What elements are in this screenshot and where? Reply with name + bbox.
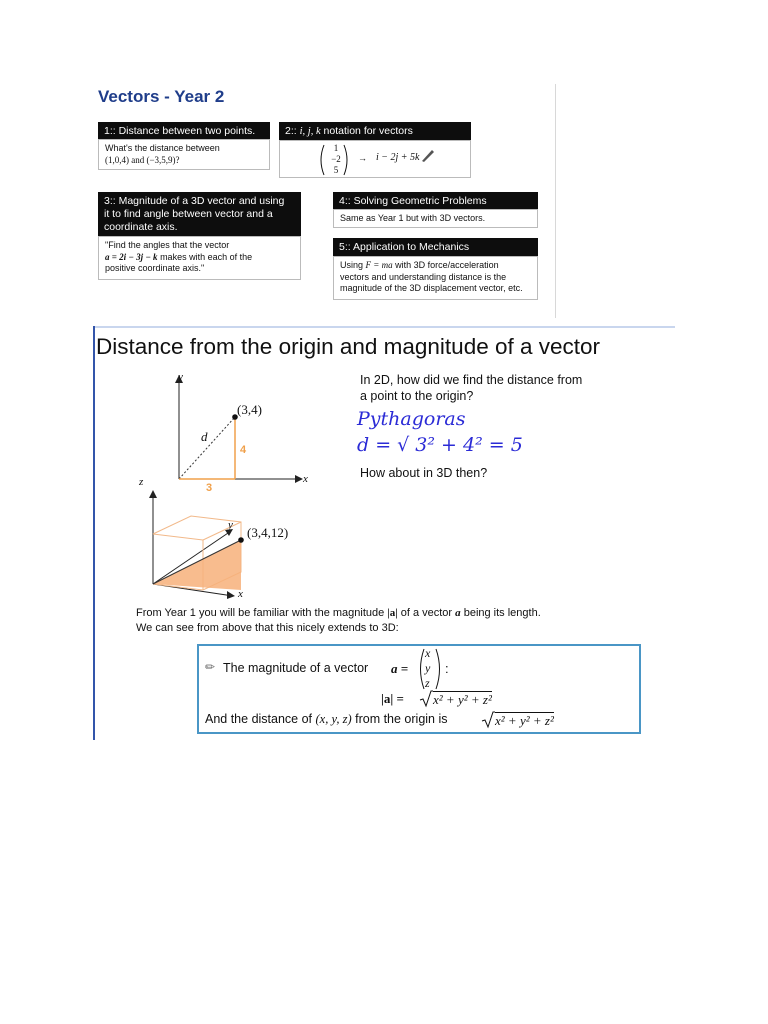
box2-header-rest: notation for vectors <box>323 125 413 137</box>
box2-arrow: → <box>358 153 367 163</box>
box-a-eq: a = <box>391 661 409 676</box>
line3-rhs: x² + y² + z² <box>495 713 554 728</box>
box2-col-top: 1 <box>333 143 339 153</box>
box-line1: The magnitude of a vector <box>223 661 369 675</box>
box3-body <box>98 236 301 280</box>
formula-lhs: |a| = <box>381 691 404 706</box>
box5-line2: vectors and understanding distance is the <box>340 271 507 282</box>
box1-header: 1:: Distance between two points. <box>98 122 270 139</box>
x-axis-3d-label: x <box>238 588 243 600</box>
box3-line2-rest: makes with each of the <box>160 251 253 262</box>
box3-header <box>98 192 301 236</box>
x-axis-3d-arrow-icon <box>227 591 235 599</box>
box5-line1-pre: Using <box>340 260 364 270</box>
d-label: d <box>201 429 208 444</box>
x-axis-arrow-icon <box>295 475 303 483</box>
box5-line1-math: F = ma <box>365 260 393 270</box>
x-axis-label: x <box>303 473 308 485</box>
magnitude-definition-box <box>197 644 641 734</box>
point-3-4-12 <box>238 537 244 543</box>
box5-line1-post: with 3D force/acceleration <box>395 260 499 270</box>
point-3d-label: (3,4,12) <box>247 525 289 540</box>
sqrt-icon <box>419 690 433 708</box>
box3-header-line2: it to find angle between vector and a <box>104 208 273 220</box>
question-line2: a point to the origin? <box>360 389 474 403</box>
handwritten-formula: d = √ 3² + 4² = 5 <box>357 434 523 456</box>
z-axis-arrow-icon <box>149 490 157 498</box>
box3-vector: a = 2i − 3j − k <box>105 251 158 262</box>
pen-icon: ✏ <box>205 660 216 674</box>
line3-mid: from the origin is <box>355 712 448 726</box>
line3-xyz: (x, y, z) <box>315 712 352 726</box>
box3-line3: positive coordinate axis." <box>105 263 205 273</box>
box2-expr: i − 2j + 5k <box>376 152 420 163</box>
paragraph-line1 <box>136 607 541 619</box>
box-line3 <box>205 712 448 727</box>
colon: : <box>445 661 449 676</box>
box2-col-bot: 5 <box>333 165 339 175</box>
box2-header-num: 2:: <box>285 125 297 137</box>
leg-label-3: 3 <box>206 482 213 494</box>
slide-vectors-year2 <box>93 84 556 318</box>
box1-line1: What's the distance between <box>105 143 220 153</box>
handwritten-pythagoras: Pythagoras <box>357 408 466 430</box>
box5-body <box>333 256 538 300</box>
slide-title: Distance from the origin and magnitude of a vector <box>96 334 601 359</box>
leg-label-4: 4 <box>240 444 247 456</box>
para-magnitude: |a| <box>387 607 398 619</box>
col-x: x <box>425 646 431 660</box>
y-axis-label: y <box>178 371 183 383</box>
slide-top-border <box>93 326 675 328</box>
slide-title: Vectors - Year 2 <box>98 87 225 106</box>
para-mid: of a vector <box>400 607 453 619</box>
slide-distance-magnitude <box>93 326 675 740</box>
para-pre: From Year 1 you will be familiar with the magnitude <box>136 607 385 619</box>
col-y: y <box>425 661 431 675</box>
shaded-triangle <box>153 540 241 590</box>
box2-body <box>279 140 471 178</box>
question2: How about in 3D then? <box>360 466 488 480</box>
formula-rhs: x² + y² + z² <box>433 692 492 707</box>
sqrt-icon-2 <box>481 711 495 729</box>
box3-line1: "Find the angles that the vector <box>105 240 230 250</box>
slide-left-border <box>93 326 95 740</box>
col-z: z <box>425 676 430 690</box>
pen-cursor-icon <box>420 147 436 163</box>
box3-header-line1: 3:: Magnitude of a 3D vector and using <box>104 195 285 207</box>
box2-col-mid: −2 <box>331 154 341 164</box>
box3-line2 <box>105 252 294 264</box>
box5-line1 <box>340 260 531 272</box>
box5-header: 5:: Application to Mechanics <box>333 238 538 256</box>
question-line1: In 2D, how did we find the distance from <box>360 373 583 387</box>
y-axis-3d-label: y <box>228 519 233 531</box>
para-a: a <box>455 607 461 619</box>
z-axis-label: z <box>139 476 144 488</box>
point-label: (3,4) <box>237 402 262 417</box>
box1-line2: (1,0,4) and (−3,5,9)? <box>105 154 180 165</box>
box3-header-line3: coordinate axis. <box>104 221 178 233</box>
box1-body <box>98 139 270 170</box>
distance-line <box>179 417 235 479</box>
box2-header <box>279 122 471 140</box>
box2-header-vars: i, j, k <box>299 126 321 137</box>
box4-header: 4:: Solving Geometric Problems <box>333 192 538 209</box>
box4-body: Same as Year 1 but with 3D vectors. <box>333 209 538 228</box>
para-post: being its length. <box>463 607 541 619</box>
diagram-3d <box>133 486 313 601</box>
paragraph-line2: We can see from above that this nicely extends to 3D: <box>136 622 399 634</box>
box5-line3: magnitude of the 3D displacement vector, etc. <box>340 283 523 293</box>
line3-pre: And the distance of <box>205 712 313 726</box>
